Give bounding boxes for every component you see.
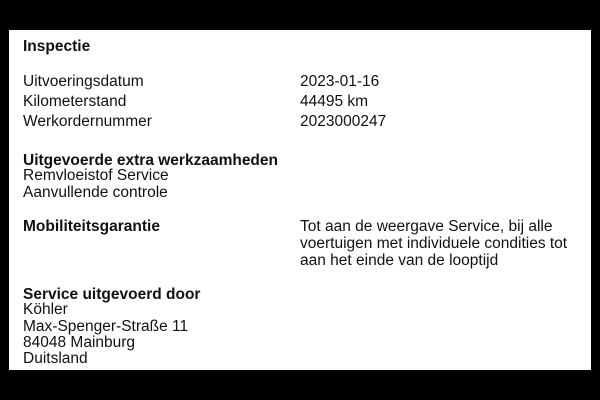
execution-date-value: 2023-01-16 [300,73,380,90]
mobility-text-line: voertuigen met individuele condities tot [300,235,568,252]
mobility-text [300,218,590,269]
execution-date-label: Uitvoeringsdatum [23,73,144,90]
dealer-country: Duitsland [23,350,88,367]
work-order-value: 2023000247 [300,113,387,130]
dealer-postal-city: 84048 Mainburg [23,334,136,351]
service-record-sheet [9,30,591,370]
mobility-title: Mobiliteitsgarantie [23,218,160,235]
dealer-name: Köhler [23,301,68,318]
extra-work-item: Aanvullende controle [23,184,168,201]
extra-work-item: Remvloeistof Service [23,167,169,184]
mileage-label: Kilometerstand [23,93,127,110]
extra-work-title: Uitgevoerde extra werkzaamheden [23,152,278,169]
mobility-text-line: Tot aan de weergave Service, bij alle [300,218,553,235]
mobility-text-line: aan het einde van de looptijd [300,252,499,269]
service-by-title: Service uitgevoerd door [23,286,201,303]
inspection-title: Inspectie [23,38,91,55]
dealer-street: Max-Spenger-Straße 11 [23,318,189,335]
work-order-label: Werkordernummer [23,113,152,130]
mileage-value: 44495 km [300,93,369,110]
